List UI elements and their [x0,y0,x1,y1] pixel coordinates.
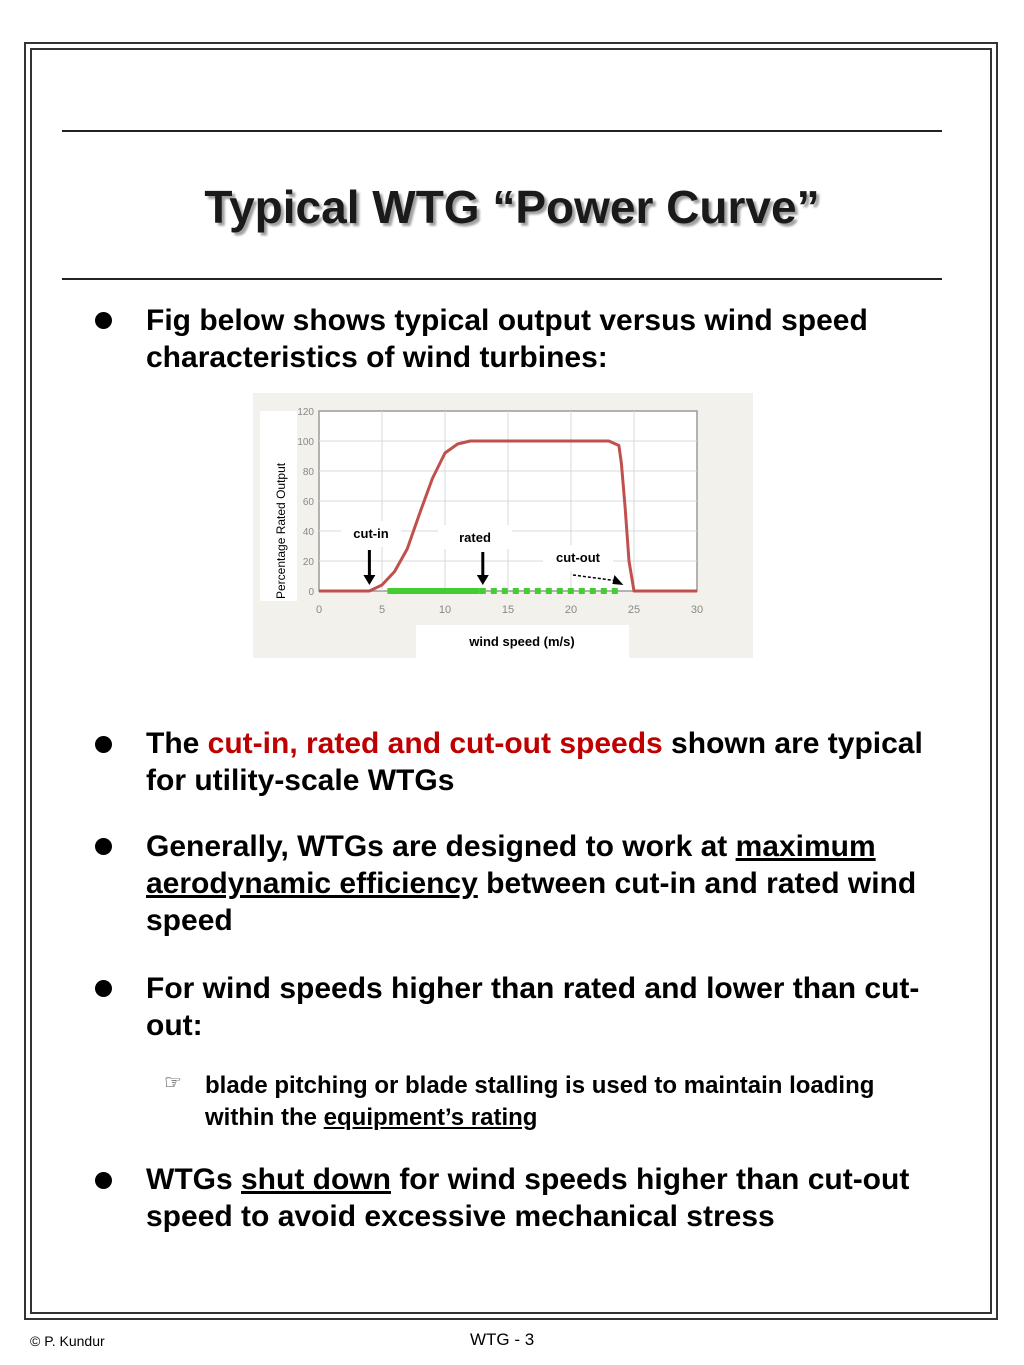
rated-label: rated [459,530,491,545]
y-tick-label: 60 [302,497,314,508]
x-axis-label: wind speed (m/s) [469,634,575,649]
title-rule-bottom [62,278,942,280]
slide-title: Typical WTG “Power Curve” [204,181,820,233]
footer-page-number: WTG - 3 [470,1330,535,1349]
sub-bullet-pitching [205,1070,925,1134]
sub-bullet-pre: blade pitching or blade stalling is used to maintain loading within the [205,1072,875,1131]
x-tick-label: 5 [378,604,386,616]
bullet-speeds-post: shown are typical for utility-scale WTGs [146,727,923,797]
title-rule-top [62,130,942,132]
bullet-shutdown-underlined: shut down [241,1163,391,1196]
sub-bullet-underlined: equipment’s rating [323,1104,538,1131]
y-tick-label: 120 [297,407,314,418]
pointing-hand-icon: ☞ [164,1072,182,1094]
y-axis-label: Percentage Rated Output [274,462,288,599]
y-tick-label: 40 [302,527,314,538]
bullet-shutdown [146,1161,936,1235]
bullet-dot [95,1172,112,1189]
bullet-speeds [146,725,936,799]
power-curve-svg [253,393,753,658]
bullet-dot [95,312,112,329]
y-tick-label: 80 [302,467,314,478]
x-tick-label: 10 [438,604,452,616]
footer-author: © P. Kundur [30,1333,105,1349]
cut-out-label: cut-out [555,550,601,565]
bullet-shutdown-pre: WTGs [146,1163,241,1196]
x-tick-label: 25 [627,604,641,616]
bullet-dot [95,980,112,997]
bullet-dot [95,838,112,855]
x-tick-label: 20 [564,604,578,616]
x-tick-label: 30 [690,604,704,616]
y-tick-label: 100 [297,437,314,448]
cut-in-label: cut-in [353,526,389,541]
bullet-rated-range: For wind speeds higher than rated and lower than cut-out: [146,972,920,1042]
x-tick-label: 0 [315,604,323,616]
y-tick-label: 20 [302,557,314,568]
bullet-efficiency-pre: Generally, WTGs are designed to work at [146,830,736,863]
power-curve-chart [253,393,753,658]
bullet-dot [95,736,112,753]
bullet-efficiency-underlined: maximum aerodynamic efficiency [146,830,876,900]
bullet-intro: Fig below shows typical output versus wind speed characteristics of wind turbines: [146,304,868,374]
x-tick-label: 15 [501,604,515,616]
bullet-speeds-highlight: cut-in, rated and cut-out speeds [207,727,663,760]
bullet-speeds-pre: The [146,727,208,760]
bullet-shutdown-post: for wind speeds higher than cut-out speed to avoid excessive mechanical stress [146,1163,910,1233]
y-tick-label: 0 [308,587,314,598]
bullet-efficiency-post: between cut-in and rated wind speed [146,867,917,937]
bullet-efficiency [146,828,936,939]
